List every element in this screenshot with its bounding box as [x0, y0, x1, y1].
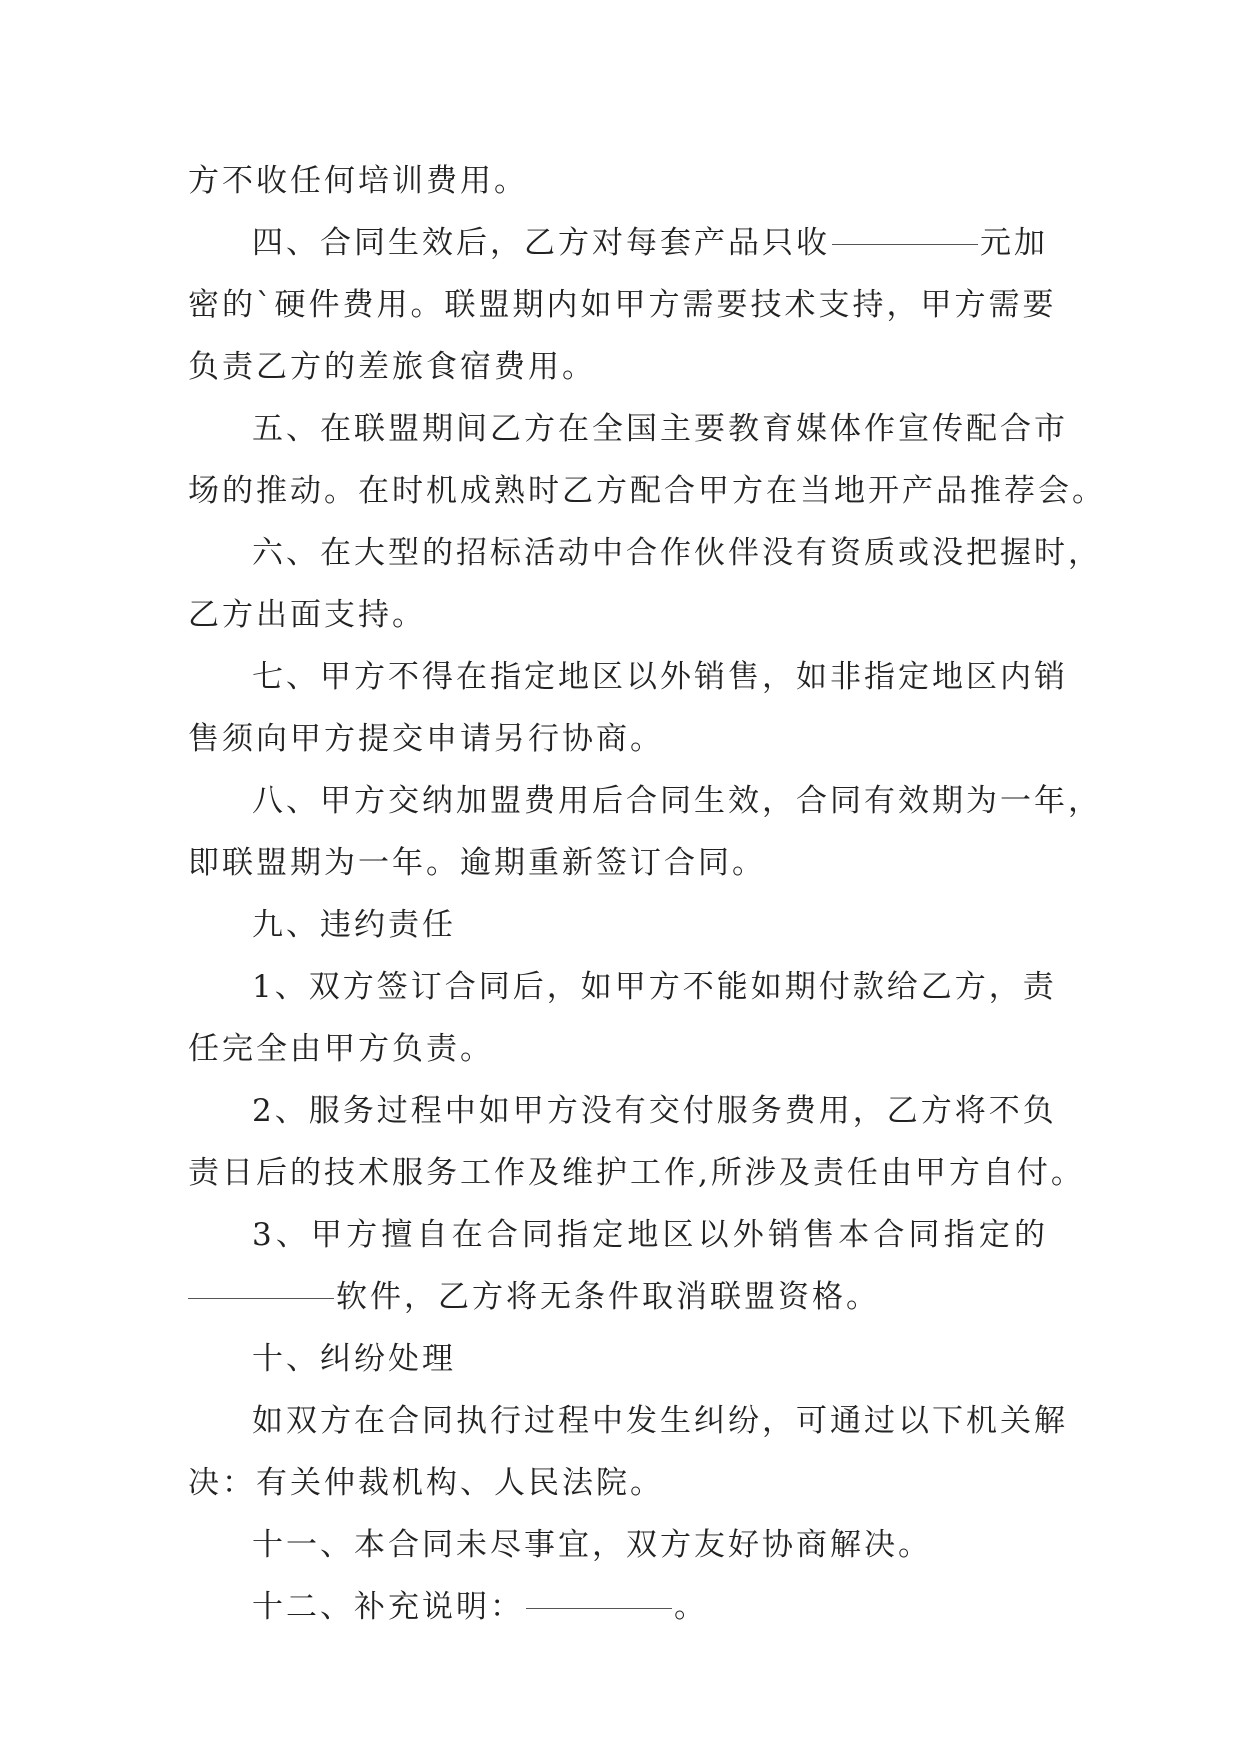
paragraph-line [188, 150, 1048, 212]
clause-9-1-line [188, 956, 1057, 1018]
line-text: 十、纠纷处理 [252, 1341, 456, 1377]
line-text: 3、甲方擅自在合同指定地区以外销售本合同指定的 [252, 1217, 1048, 1253]
line-text: 决：有关仲裁机构、人民法院。 [188, 1465, 664, 1501]
line-text: 七、甲方不得在指定地区以外销售，如非指定地区内销 [252, 659, 1068, 695]
line-text: 即联盟期为一年。逾期重新签订合同。 [188, 845, 766, 881]
paragraph-line [188, 1266, 1048, 1328]
line-text: 软件，乙方将无条件取消联盟资格。 [336, 1279, 880, 1315]
line-text: 六、在大型的招标活动中合作伙伴没有资质或没把握时， [252, 535, 1102, 571]
line-text: 十二、补充说明： [252, 1589, 524, 1625]
clause-9-3-line [188, 1204, 1048, 1266]
line-text: 2、服务过程中如甲方没有交付服务费用，乙方将不负 [252, 1093, 1057, 1129]
paragraph-line [188, 1452, 1048, 1514]
paragraph-line [188, 460, 1106, 522]
paragraph-line [188, 832, 1048, 894]
document-body [188, 150, 1106, 1638]
paragraph-line [188, 274, 1057, 336]
clause-9-2-line [188, 1080, 1057, 1142]
line-text: 元加 [980, 225, 1048, 261]
clause-12-line [188, 1576, 1048, 1638]
clause-10-heading [188, 1328, 1048, 1390]
clause-10-line [188, 1390, 1068, 1452]
paragraph-line [188, 336, 1048, 398]
clause-8-line [188, 770, 1102, 832]
paragraph-line [188, 584, 1048, 646]
line-text: 。 [674, 1589, 708, 1625]
line-text: 责日后的技术服务工作及维护工作,所涉及责任由甲方自付。 [188, 1155, 1085, 1191]
line-text: 方不收任何培训费用。 [188, 163, 528, 199]
line-text: 场的推动。在时机成熟时乙方配合甲方在当地开产品推荐会。 [188, 473, 1106, 509]
line-text: 八、甲方交纳加盟费用后合同生效，合同有效期为一年， [252, 783, 1102, 819]
line-text: 九、违约责任 [252, 907, 456, 943]
line-text: 如双方在合同执行过程中发生纠纷，可通过以下机关解 [252, 1403, 1068, 1439]
line-text: 密的`硬件费用。联盟期内如甲方需要技术支持，甲方需要 [188, 287, 1057, 323]
line-text: 1、双方签订合同后，如甲方不能如期付款给乙方，责 [252, 969, 1057, 1005]
clause-7-line [188, 646, 1068, 708]
fill-in-blank [188, 1297, 334, 1299]
line-text: 售须向甲方提交申请另行协商。 [188, 721, 664, 757]
line-text: 负责乙方的差旅食宿费用。 [188, 349, 596, 385]
fill-in-blank [832, 243, 978, 245]
paragraph-line [188, 1142, 1085, 1204]
clause-6-line [188, 522, 1102, 584]
clause-11-line [188, 1514, 1048, 1576]
line-text: 乙方出面支持。 [188, 597, 426, 633]
paragraph-line [188, 1018, 1048, 1080]
line-text: 四、合同生效后，乙方对每套产品只收 [252, 225, 830, 261]
line-text: 任完全由甲方负责。 [188, 1031, 494, 1067]
clause-9-heading [188, 894, 1048, 956]
line-text: 十一、本合同未尽事宜，双方友好协商解决。 [252, 1527, 932, 1563]
line-text: 五、在联盟期间乙方在全国主要教育媒体作宣传配合市 [252, 411, 1068, 447]
clause-4-line [188, 212, 1048, 274]
paragraph-line [188, 708, 1048, 770]
clause-5-line [188, 398, 1068, 460]
fill-in-blank [526, 1607, 672, 1609]
